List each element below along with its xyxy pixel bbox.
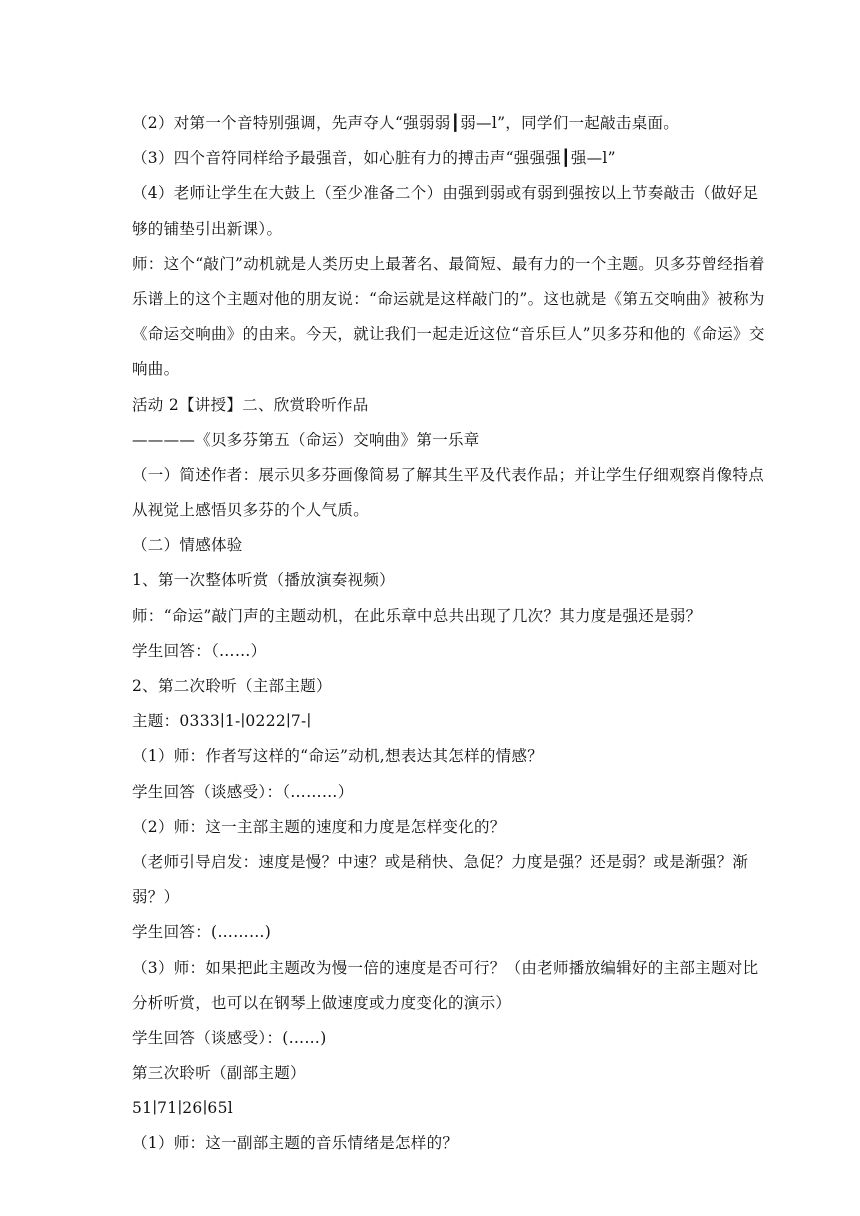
text-line-30: （1）师：这一副部主题的音乐情绪是怎样的？: [132, 1134, 459, 1153]
text-line-21: （2）师：这一主部主题的速度和力度是怎样变化的？: [132, 817, 506, 836]
text-line-25: （3）师：如果把此主题改为慢一倍的速度是否可行？（由老师播放编辑好的主部主题对比: [132, 958, 759, 977]
sub-theme-notation: 51∣71∣26∣65l: [132, 1099, 233, 1118]
subsection-heading: （二）情感体验: [132, 536, 243, 555]
text-line-8: 响曲。: [132, 360, 180, 379]
text-line-22: （老师引导启发：速度是慢？中速？或是稍快、急促？力度是强？还是弱？或是渐强？渐: [132, 852, 749, 871]
text-line-2: （3）四个音符同样给予最强音，如心脏有力的搏击声“强强强┃强—l”: [132, 149, 616, 168]
section-heading: 活动 2【讲授】二、欣赏聆听作品: [132, 395, 369, 414]
text-line-15: 师：“命运”敲门声的主题动机，在此乐章中总共出现了几次？其力度是强还是弱？: [132, 606, 702, 625]
text-line-27: 学生回答（谈感受）：(……): [132, 1028, 327, 1047]
text-line-12: 从视觉上感悟贝多芬的个人气质。: [132, 501, 370, 520]
document-body: [132, 106, 765, 1162]
text-line-3: （4）老师让学生在大鼓上（至少准备二个）由强到弱或有弱到强按以上节奏敲击（做好足: [132, 184, 759, 203]
text-line-5: 师：这个“敲门”动机就是人类历史上最著名、最简短、最有力的一个主题。贝多芬曾经指着: [132, 254, 765, 273]
text-line-20: 学生回答（谈感受）：（………）: [132, 782, 354, 801]
text-line-11: （一）简述作者：展示贝多芬画像简易了解其生平及代表作品；并让学生仔细观察肖像特点: [132, 465, 765, 484]
text-line-24: 学生回答：(………): [132, 923, 272, 942]
work-title: ————《贝多芬第五（命运）交响曲》第一乐章: [132, 430, 480, 449]
text-line-6: 乐谱上的这个主题对他的朋友说：“命运就是这样敲门的”。这也就是《第五交响曲》被称为: [132, 289, 765, 308]
text-line-19: （1）师：作者写这样的“命运”动机,想表达其怎样的情感？: [132, 747, 544, 766]
text-line-7: 《命运交响曲》的由来。今天，就让我们一起走近这位“音乐巨人”贝多芬和他的《命运》交: [132, 325, 765, 344]
text-line-16: 学生回答：（……）: [132, 641, 267, 660]
text-line-17: 2、第二次聆听（主部主题）: [132, 677, 332, 695]
theme-notation: 主题：0333∣1-∣0222∣7-∣: [132, 712, 312, 731]
text-line-1: （2）对第一个音特别强调，先声夺人“强弱弱┃弱—l”，同学们一起敲击桌面。: [132, 114, 680, 132]
text-line-28: 第三次聆听（副部主题）: [132, 1064, 306, 1083]
text-line-26: 分析听赏，也可以在钢琴上做速度或力度变化的演示）: [132, 993, 512, 1012]
text-line-4: 够的铺垫引出新课）。: [132, 219, 283, 238]
text-line-23: 弱？）: [132, 888, 180, 907]
text-line-14: 1、第一次整体听赏（播放演奏视频）: [132, 571, 395, 590]
